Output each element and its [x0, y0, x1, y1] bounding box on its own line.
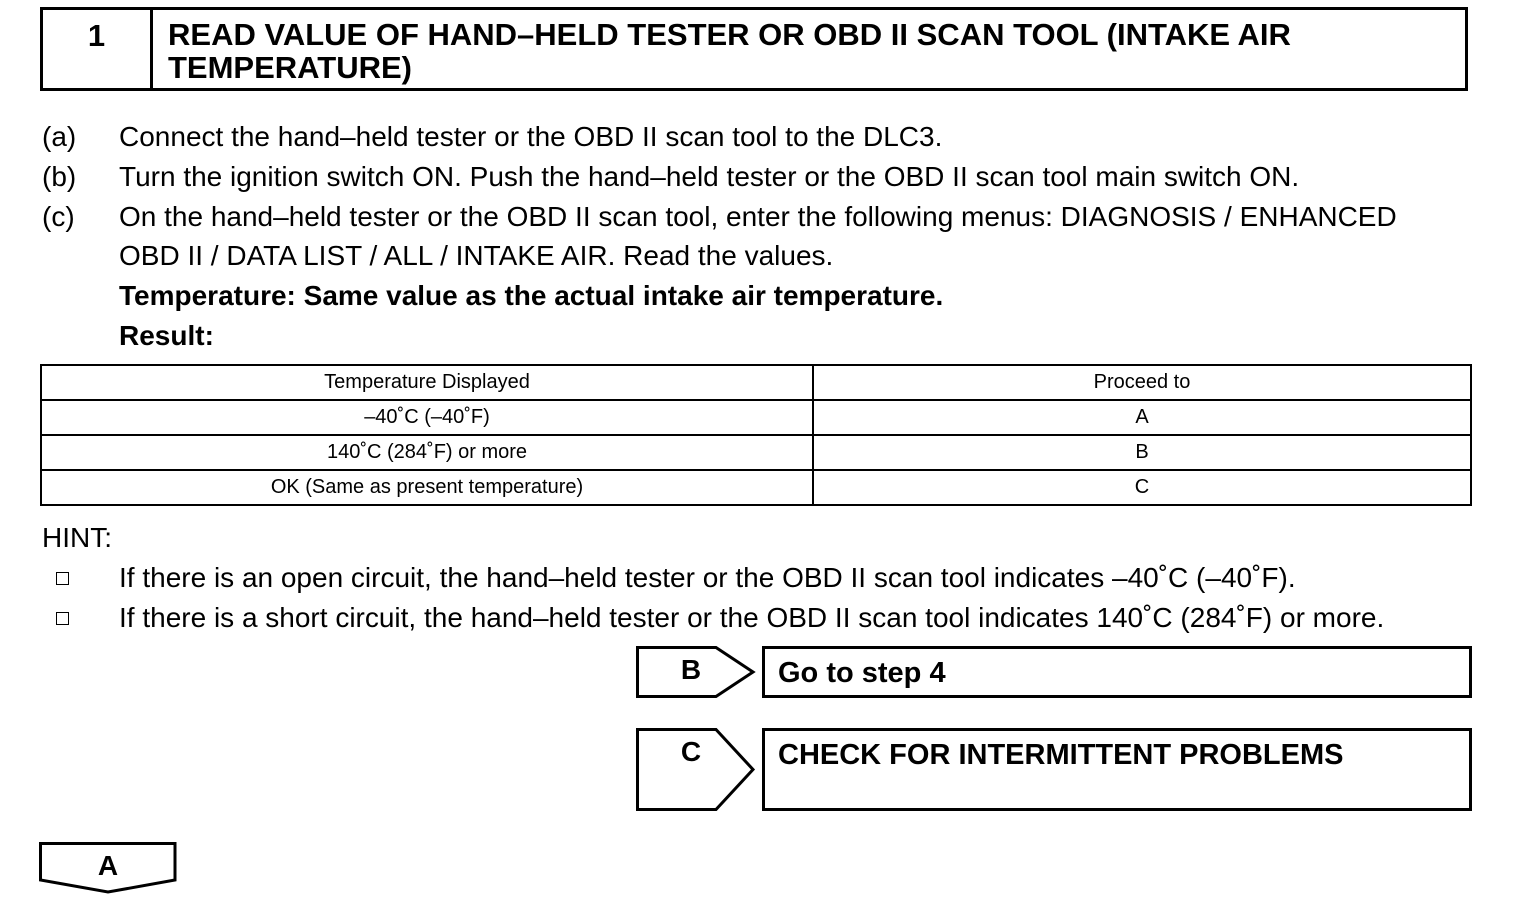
table-row — [41, 435, 1471, 470]
result-table — [40, 364, 1472, 506]
table-header-row — [41, 365, 1471, 400]
instruction-marker-b: (b) — [42, 161, 77, 192]
bullet-square-icon — [56, 612, 69, 625]
branch-b — [636, 646, 1472, 698]
table-cell-temperature: –40˚C (–40˚F) — [41, 400, 813, 435]
table-header-temperature: Temperature Displayed — [41, 365, 813, 400]
instruction-text-a: Connect the hand–held tester or the OBD II scan tool to the DLC3. — [119, 121, 943, 152]
instruction-marker-a: (a) — [42, 121, 77, 152]
table-row — [41, 400, 1471, 435]
hint-item-short: If there is a short circuit, the hand–held tester or the OBD II scan tool indicates 140˚C (284˚F) or more. — [119, 602, 1385, 633]
hint-label: HINT: — [42, 522, 112, 553]
table-cell-temperature: 140˚C (284˚F) or more — [41, 435, 813, 470]
continue-a — [39, 842, 177, 894]
bullet-square-icon — [56, 572, 69, 585]
instruction-text-b: Turn the ignition switch ON. Push the hand–held tester or the OBD II scan tool main switch ON. — [119, 161, 1300, 192]
table-cell-proceed: A — [813, 400, 1471, 435]
continue-letter-a: A — [97, 850, 119, 881]
branch-c — [636, 728, 1472, 811]
table-cell-temperature: OK (Same as present temperature) — [41, 470, 813, 505]
table-row — [41, 470, 1471, 505]
hint-item-open: If there is an open circuit, the hand–held tester or the OBD II scan tool indicates –40˚C (–40˚F). — [119, 562, 1296, 593]
instruction-marker-c: (c) — [42, 201, 75, 232]
instruction-text-c-cont: OBD II / DATA LIST / ALL / INTAKE AIR. Read the values. — [119, 240, 834, 271]
step-title: READ VALUE OF HAND–HELD TESTER OR OBD II SCAN TOOL (INTAKE AIR TEMPERATURE) — [168, 17, 1291, 85]
table-header-proceed: Proceed to — [813, 365, 1471, 400]
branch-letter-c: C — [680, 736, 702, 767]
branch-b-action: Go to step 4 — [762, 646, 1472, 698]
branch-c-action: CHECK FOR INTERMITTENT PROBLEMS — [762, 728, 1472, 811]
instruction-text-c: On the hand–held tester or the OBD II scan tool, enter the following menus: DIAGNOSIS / ENHANCED — [119, 201, 1397, 232]
step-number: 1 — [43, 10, 153, 88]
step-header — [40, 7, 1468, 91]
table-cell-proceed: B — [813, 435, 1471, 470]
result-label: Result: — [119, 320, 214, 351]
table-cell-proceed: C — [813, 470, 1471, 505]
branch-letter-b: B — [680, 654, 702, 685]
spec-text: Temperature: Same value as the actual intake air temperature. — [119, 280, 944, 311]
